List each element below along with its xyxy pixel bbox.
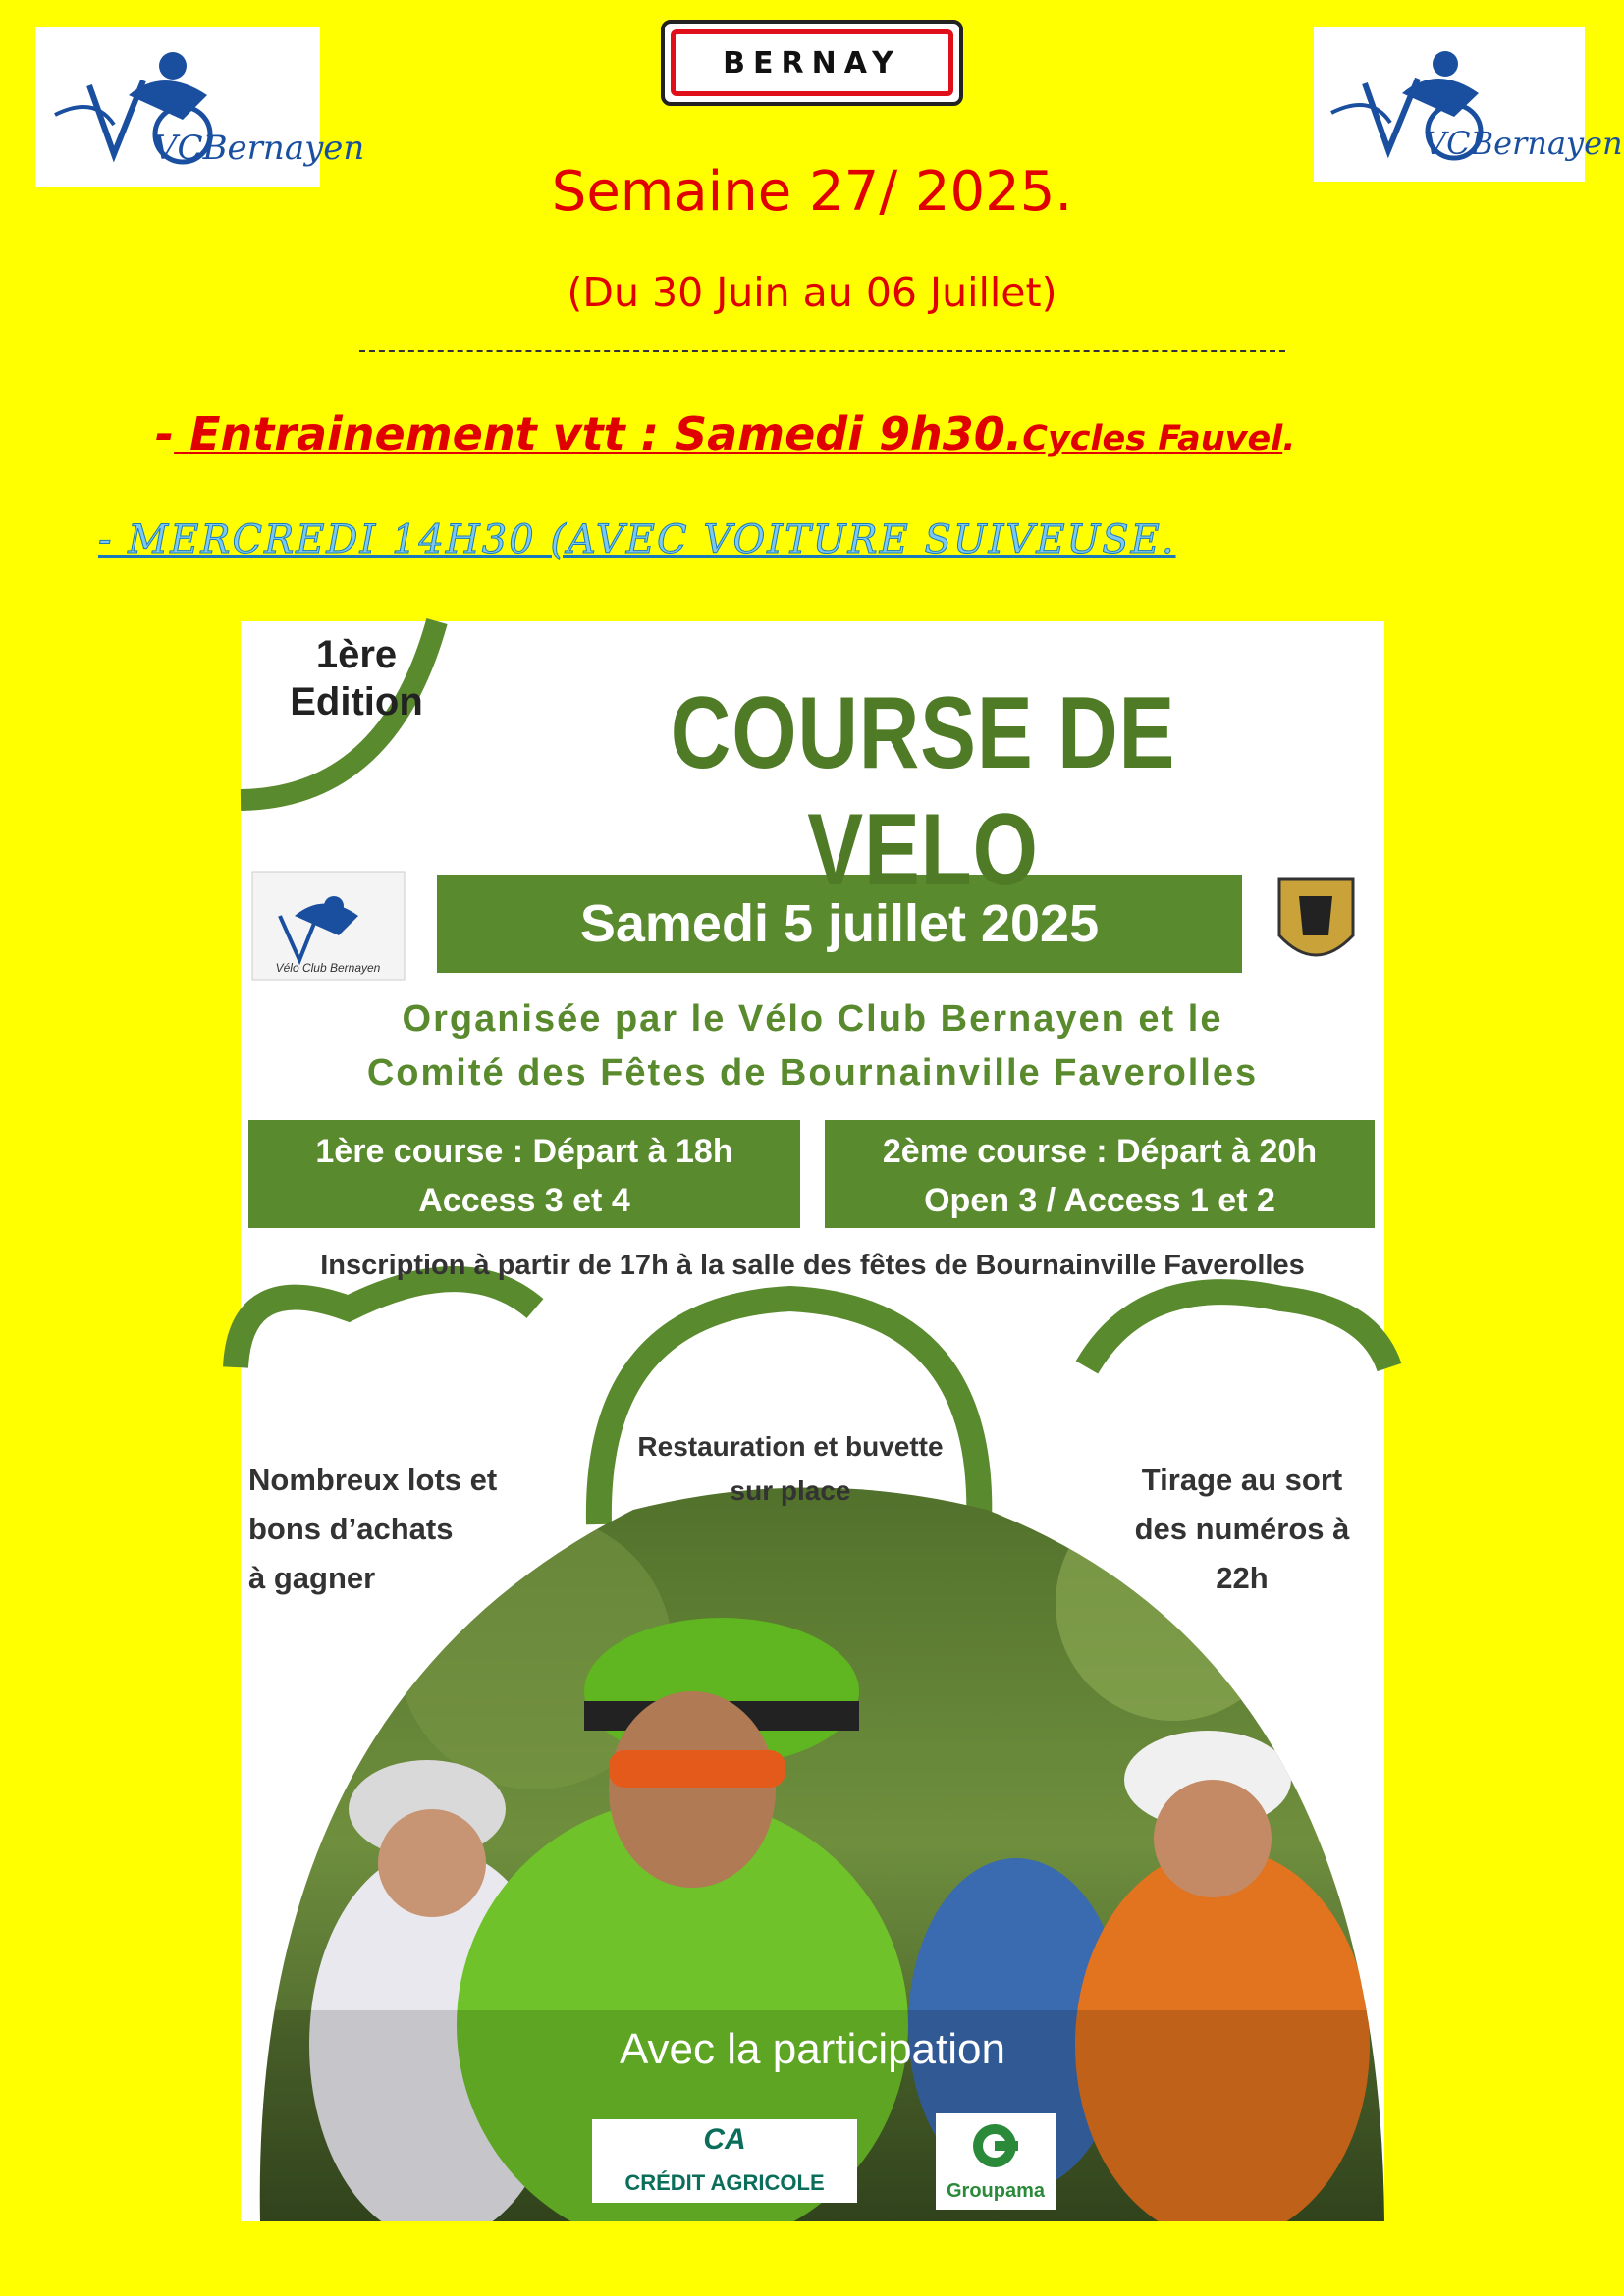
credit-agricole-mark: CA (703, 2123, 746, 2156)
cyclist-logo-icon (1314, 27, 1623, 182)
lots-text (248, 1456, 497, 1603)
tirage-text (1124, 1456, 1360, 1603)
wednesday-line: - MERCREDI 14H30 (AVEC VOITURE SUIVEUSE. (98, 517, 1176, 562)
tirage-line3: 22h (1216, 1561, 1269, 1595)
training-main: Entrainement vtt : Samedi 9h30. (174, 407, 1023, 460)
lots-line1: Nombreux lots et (248, 1463, 498, 1497)
edition-line1: 1ère (315, 633, 398, 676)
town-sign (661, 20, 963, 106)
inscription-text: Inscription à partir de 17h à la salle des fêtes de Bournainville Faverolles (320, 1250, 1305, 1281)
edition-line2: Edition (290, 680, 423, 723)
race1-text (248, 1127, 800, 1225)
lots-line2: bons d’achats (248, 1512, 454, 1546)
restauration-line2: sur place (730, 1475, 851, 1506)
race-poster (241, 621, 1384, 2221)
organiser-line1: Organisée par le Vélo Club Bernayen et le (402, 998, 1223, 1040)
groupama-name: Groupama (946, 2180, 1046, 2202)
week-title: Semaine 27/ 2025. (551, 160, 1073, 224)
race1-line2: Access 3 et 4 (418, 1182, 630, 1219)
restauration-line1: Restauration et buvette (637, 1431, 944, 1462)
training-dash: - (155, 407, 175, 460)
lots-line3: à gagner (248, 1561, 376, 1595)
poster-date: Samedi 5 juillet 2025 (579, 894, 1100, 953)
poster-club-caption: Vélo Club Bernayen (275, 961, 381, 975)
organiser-line2: Comité des Fêtes de Bournainville Faverolles (366, 1052, 1259, 1094)
tirage-line2: des numéros à (1134, 1512, 1350, 1546)
logo-text: VCBernayen (153, 129, 365, 168)
credit-agricole-name: CRÉDIT AGRICOLE (624, 2170, 825, 2195)
town-sign-label: BERNAY (723, 45, 901, 80)
organiser-text (241, 992, 1384, 1100)
race1-line1: 1ère course : Départ à 18h (315, 1133, 733, 1170)
dashed-divider (359, 350, 1285, 352)
race2-text (825, 1127, 1375, 1225)
training-line (155, 407, 1296, 460)
club-logo-right (1314, 27, 1623, 182)
edition-badge (288, 631, 425, 725)
training-place: Cycles Fauvel (1022, 419, 1283, 458)
week-range: (Du 30 Juin au 06 Juillet) (567, 269, 1057, 316)
training-end: . (1282, 419, 1296, 458)
restauration-text (633, 1424, 947, 1513)
tirage-line1: Tirage au sort (1141, 1463, 1343, 1497)
logo-text: VCBernayen (1424, 125, 1623, 162)
race2-line1: 2ème course : Départ à 20h (882, 1133, 1318, 1170)
participation-text: Avec la participation (620, 2025, 1005, 2073)
race2-line2: Open 3 / Access 1 et 2 (924, 1182, 1275, 1219)
poster-title: COURSE DE VELO (670, 676, 1176, 907)
